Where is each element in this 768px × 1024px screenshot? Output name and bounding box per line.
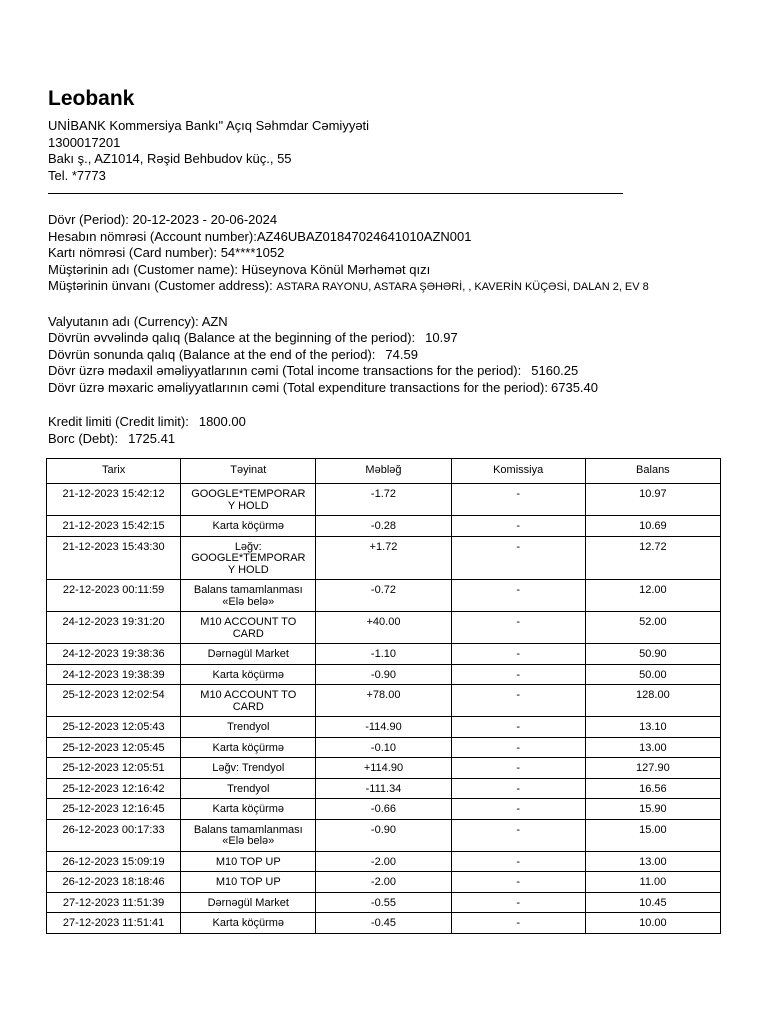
table-header-row (47, 459, 721, 484)
cell-amount: -0.90 (316, 819, 451, 851)
cell-amount: +78.00 (316, 685, 451, 717)
cell-balance: 12.00 (585, 580, 720, 612)
total-expense-label: Dövr üzrə məxaric əməliyyatlarının cəmi (Total expenditure transactions for the period): (48, 379, 548, 395)
table-row (47, 717, 721, 738)
cell-commission: - (451, 851, 585, 872)
header-divider (48, 193, 623, 194)
col-header-balance: Balans (585, 459, 720, 484)
table-row (47, 913, 721, 934)
cell-commission: - (451, 778, 585, 799)
cell-date: 22-12-2023 00:11:59 (47, 580, 181, 612)
period-label: Dövr (Period): (48, 212, 129, 227)
credit-info (48, 414, 722, 447)
cell-commission: - (451, 799, 585, 820)
cell-commission: - (451, 717, 585, 738)
table-row (47, 536, 721, 580)
table-row (47, 516, 721, 537)
table-row (47, 819, 721, 851)
account-number-label: Hesabın nömrəsi (Account number): (48, 228, 257, 244)
cell-balance: 10.45 (585, 892, 720, 913)
cell-commission: - (451, 758, 585, 779)
account-number-value: AZ46UBAZ01847024641010AZN001 (256, 228, 472, 244)
customer-address-label: Müştərinin ünvanı (Customer address): (48, 278, 273, 293)
table-row (47, 685, 721, 717)
credit-limit-label: Kredit limiti (Credit limit): (48, 414, 189, 429)
cell-amount: -114.90 (316, 717, 451, 738)
cell-purpose: Trendyol (181, 778, 316, 799)
cell-commission: - (451, 892, 585, 913)
end-balance-label: Dövrün sonunda qalıq (Balance at the end of the period): (48, 346, 376, 362)
cell-balance: 15.90 (585, 799, 720, 820)
cell-commission: - (451, 484, 585, 516)
cell-amount: -2.00 (316, 872, 451, 893)
cell-balance: 13.10 (585, 717, 720, 738)
total-income-value: 5160.25 (531, 363, 579, 378)
col-header-commission: Komissiya (451, 459, 585, 484)
cell-date: 27-12-2023 11:51:39 (47, 892, 181, 913)
bank-phone: Tel. *7773 (48, 167, 106, 183)
table-row (47, 851, 721, 872)
table-row (47, 484, 721, 516)
cell-date: 21-12-2023 15:42:15 (47, 516, 181, 537)
col-header-date: Tarix (47, 459, 181, 484)
cell-purpose: Karta köçürmə (181, 913, 316, 934)
cell-date: 25-12-2023 12:05:45 (47, 737, 181, 758)
cell-purpose: Balans tamamlanması «Elə belə» (181, 819, 316, 851)
cell-amount: -0.10 (316, 737, 451, 758)
end-balance-value: 74.59 (385, 346, 418, 362)
cell-purpose: Karta köçürmə (181, 516, 316, 537)
cell-amount: -0.55 (316, 892, 451, 913)
col-header-purpose: Təyinat (181, 459, 316, 484)
cell-amount: -0.28 (316, 516, 451, 537)
currency-value: AZN (201, 313, 228, 329)
cell-amount: +114.90 (316, 758, 451, 779)
cell-commission: - (451, 737, 585, 758)
cell-amount: -2.00 (316, 851, 451, 872)
cell-commission: - (451, 612, 585, 644)
cell-purpose: Karta köçürmə (181, 799, 316, 820)
cell-balance: 50.90 (585, 644, 720, 665)
cell-amount: -0.66 (316, 799, 451, 820)
table-row (47, 778, 721, 799)
cell-date: 26-12-2023 18:18:46 (47, 872, 181, 893)
customer-name-label: Müştərinin adı (Customer name): (48, 261, 239, 277)
cell-commission: - (451, 580, 585, 612)
cell-purpose: Dərnəgül Market (181, 892, 316, 913)
table-row (47, 892, 721, 913)
cell-amount: -111.34 (316, 778, 451, 799)
cell-purpose: M10 ACCOUNT TO CARD (181, 685, 316, 717)
cell-date: 21-12-2023 15:42:12 (47, 484, 181, 516)
cell-date: 24-12-2023 19:31:20 (47, 612, 181, 644)
statement-page (48, 86, 722, 447)
table-row (47, 580, 721, 612)
cell-date: 25-12-2023 12:05:43 (47, 717, 181, 738)
cell-balance: 10.69 (585, 516, 720, 537)
bank-company: UNİBANK Kommersiya Bankı" Açıq Səhmdar Cəmiyyəti (48, 118, 370, 133)
bank-code: 1300017201 (48, 134, 121, 150)
total-income-label: Dövr üzrə mədaxil əməliyyatlarının cəmi (Total income transactions for the period): (48, 363, 522, 378)
cell-amount: +40.00 (316, 612, 451, 644)
begin-balance-value: 10.97 (425, 330, 458, 345)
cell-commission: - (451, 685, 585, 717)
cell-date: 24-12-2023 19:38:36 (47, 644, 181, 665)
card-number-label: Kartı nömrəsi (Card number): (48, 245, 218, 260)
debt-label: Borc (Debt): (48, 430, 119, 446)
cell-date: 25-12-2023 12:02:54 (47, 685, 181, 717)
cell-purpose: Karta köçürmə (181, 664, 316, 685)
cell-amount: -1.72 (316, 484, 451, 516)
table-row (47, 758, 721, 779)
cell-balance: 10.00 (585, 913, 720, 934)
customer-address-value: ASTARA RAYONU, ASTARA ŞƏHƏRİ, , KAVERİN KÜÇƏSİ, DALAN 2, EV 8 (276, 281, 649, 293)
cell-balance: 127.90 (585, 758, 720, 779)
bank-address: Bakı ş., AZ1014, Rəşid Behbudov küç., 55 (48, 151, 292, 166)
cell-purpose: Balans tamamlanması «Elə belə» (181, 580, 316, 612)
cell-commission: - (451, 644, 585, 665)
cell-purpose: Ləğv: Trendyol (181, 758, 316, 779)
table-row (47, 737, 721, 758)
cell-commission: - (451, 536, 585, 580)
cell-amount: -0.45 (316, 913, 451, 934)
transactions-table (46, 458, 721, 934)
cell-commission: - (451, 872, 585, 893)
cell-date: 25-12-2023 12:05:51 (47, 758, 181, 779)
cell-balance: 11.00 (585, 872, 720, 893)
period-value: 20-12-2023 - 20-06-2024 (132, 212, 278, 227)
bank-name: Leobank (48, 87, 135, 110)
cell-date: 26-12-2023 00:17:33 (47, 819, 181, 851)
cell-date: 21-12-2023 15:43:30 (47, 536, 181, 580)
cell-purpose: M10 TOP UP (181, 872, 316, 893)
cell-commission: - (451, 913, 585, 934)
cell-purpose: GOOGLE*TEMPORAR Y HOLD (181, 484, 316, 516)
cell-purpose: Dərnəgül Market (181, 644, 316, 665)
table-row (47, 799, 721, 820)
account-info (48, 212, 722, 296)
col-header-amount: Məbləğ (316, 459, 451, 484)
transactions-body (47, 484, 721, 934)
cell-date: 25-12-2023 12:16:45 (47, 799, 181, 820)
cell-purpose: M10 ACCOUNT TO CARD (181, 612, 316, 644)
begin-balance-label: Dövrün əvvəlində qalıq (Balance at the beginning of the period): (48, 330, 416, 345)
cell-date: 25-12-2023 12:16:42 (47, 778, 181, 799)
cell-commission: - (451, 819, 585, 851)
cell-date: 24-12-2023 19:38:39 (47, 664, 181, 685)
table-row (47, 872, 721, 893)
cell-purpose: Karta köçürmə (181, 737, 316, 758)
cell-balance: 13.00 (585, 737, 720, 758)
cell-balance: 128.00 (585, 685, 720, 717)
cell-amount: -0.72 (316, 580, 451, 612)
cell-amount: +1.72 (316, 536, 451, 580)
cell-balance: 16.56 (585, 778, 720, 799)
cell-purpose: Ləğv: GOOGLE*TEMPORAR Y HOLD (181, 536, 316, 580)
summary-info (48, 314, 722, 397)
cell-commission: - (451, 664, 585, 685)
cell-purpose: Trendyol (181, 717, 316, 738)
credit-limit-value: 1800.00 (198, 414, 246, 429)
total-expense-value: 6735.40 (551, 379, 598, 395)
cell-commission: - (451, 516, 585, 537)
cell-amount: -1.10 (316, 644, 451, 665)
cell-balance: 10.97 (585, 484, 720, 516)
cell-date: 26-12-2023 15:09:19 (47, 851, 181, 872)
cell-balance: 52.00 (585, 612, 720, 644)
cell-purpose: M10 TOP UP (181, 851, 316, 872)
cell-date: 27-12-2023 11:51:41 (47, 913, 181, 934)
table-row (47, 644, 721, 665)
cell-balance: 50.00 (585, 664, 720, 685)
card-number-value: 54****1052 (220, 245, 285, 260)
table-row (47, 612, 721, 644)
customer-name-value: Hüseynova Könül Mərhəmət qızı (241, 261, 431, 277)
cell-amount: -0.90 (316, 664, 451, 685)
cell-balance: 13.00 (585, 851, 720, 872)
currency-label: Valyutanın adı (Currency): (48, 313, 199, 329)
table-row (47, 664, 721, 685)
cell-balance: 15.00 (585, 819, 720, 851)
cell-balance: 12.72 (585, 536, 720, 580)
debt-value: 1725.41 (128, 430, 176, 446)
